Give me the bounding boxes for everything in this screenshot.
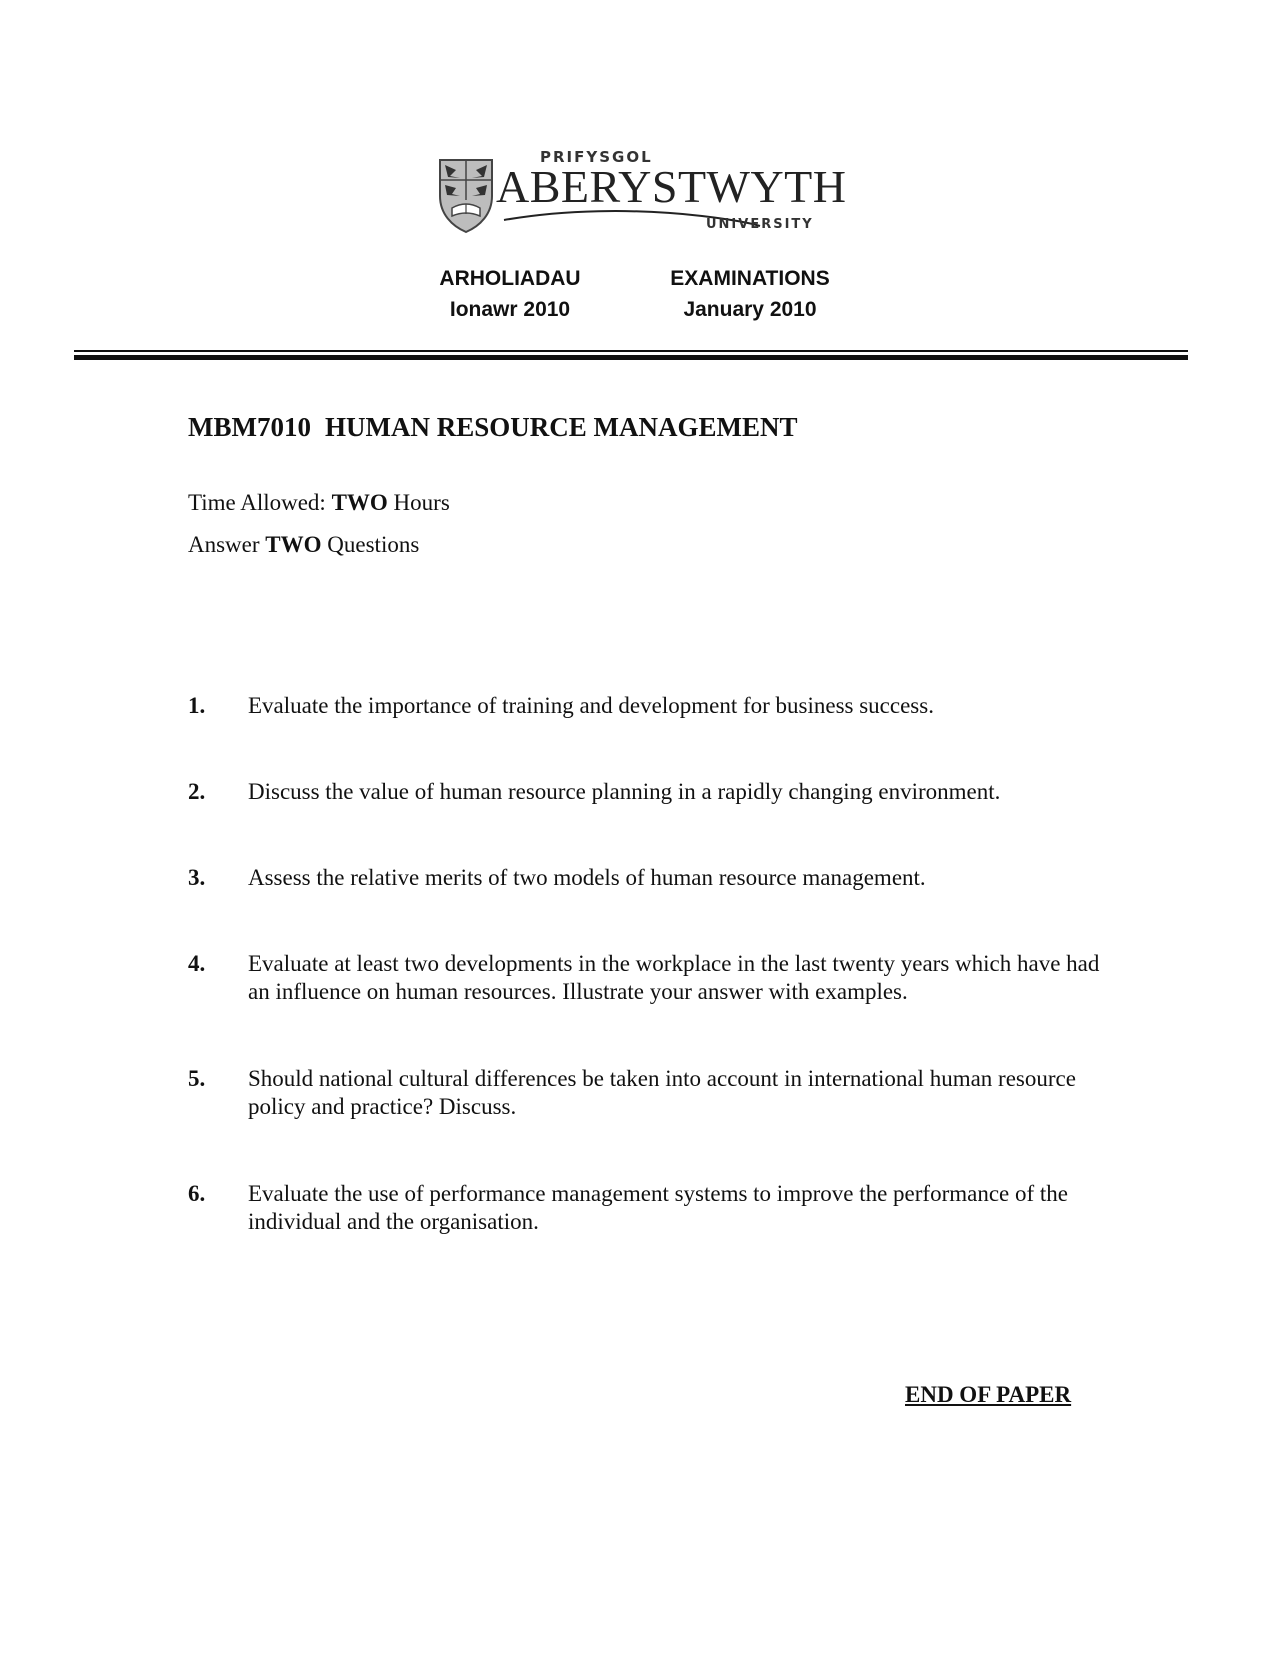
question-text: Discuss the value of human resource planning in a rapidly changing environment.	[248, 779, 1001, 804]
question-text: Evaluate the use of performance management systems to improve the performance of the individual and the organisation.	[248, 1181, 1069, 1234]
logo-bottom-text: UNIVERSITY	[706, 217, 814, 232]
course-code: MBM7010	[188, 412, 311, 442]
answer-instruction-value: TWO	[265, 532, 322, 557]
logo-main-text: ABERYSTWYTH	[496, 161, 847, 212]
header-divider-thick	[74, 355, 1188, 360]
question-text: Evaluate the importance of training and development for business success.	[248, 693, 934, 718]
question-number: 1.	[188, 693, 206, 718]
course-name: HUMAN RESOURCE MANAGEMENT	[324, 412, 798, 442]
question-text: Assess the relative merits of two models of human resource management.	[248, 865, 926, 890]
question-number: 5.	[188, 1066, 206, 1091]
exam-header-welsh	[430, 263, 590, 325]
exam-title-english: EXAMINATIONS	[670, 267, 830, 290]
question-number: 4.	[188, 951, 206, 976]
exam-date-english: January 2010	[683, 298, 817, 321]
answer-instruction-unit: Questions	[321, 532, 420, 557]
time-allowed	[188, 490, 450, 516]
exam-date-welsh: Ionawr 2010	[449, 298, 571, 321]
question-text: Should national cultural differences be taken into account in international human resource policy and practice? Discuss.	[248, 1066, 1076, 1119]
question-text: Evaluate at least two developments in the workplace in the last twenty years which have had an influence on human resources. Illustrate your answer with examples.	[248, 951, 1100, 1004]
time-allowed-label: Time Allowed:	[188, 490, 332, 515]
course-title	[188, 412, 797, 443]
time-allowed-unit: Hours	[387, 490, 450, 515]
answer-instruction	[188, 532, 419, 558]
exam-title-welsh: ARHOLIADAU	[439, 267, 581, 290]
logo-top-text: PRIFYSGOL	[540, 148, 653, 166]
question-number: 6.	[188, 1181, 206, 1206]
header-divider-thin	[74, 350, 1188, 352]
exam-header-english	[660, 263, 840, 325]
question-number: 3.	[188, 865, 206, 890]
end-of-paper: END OF PAPER	[905, 1382, 1072, 1407]
question-number: 2.	[188, 779, 206, 804]
university-crest-icon	[436, 156, 496, 236]
answer-instruction-label: Answer	[188, 532, 266, 557]
university-logo	[436, 144, 847, 234]
time-allowed-value: TWO	[331, 490, 388, 515]
